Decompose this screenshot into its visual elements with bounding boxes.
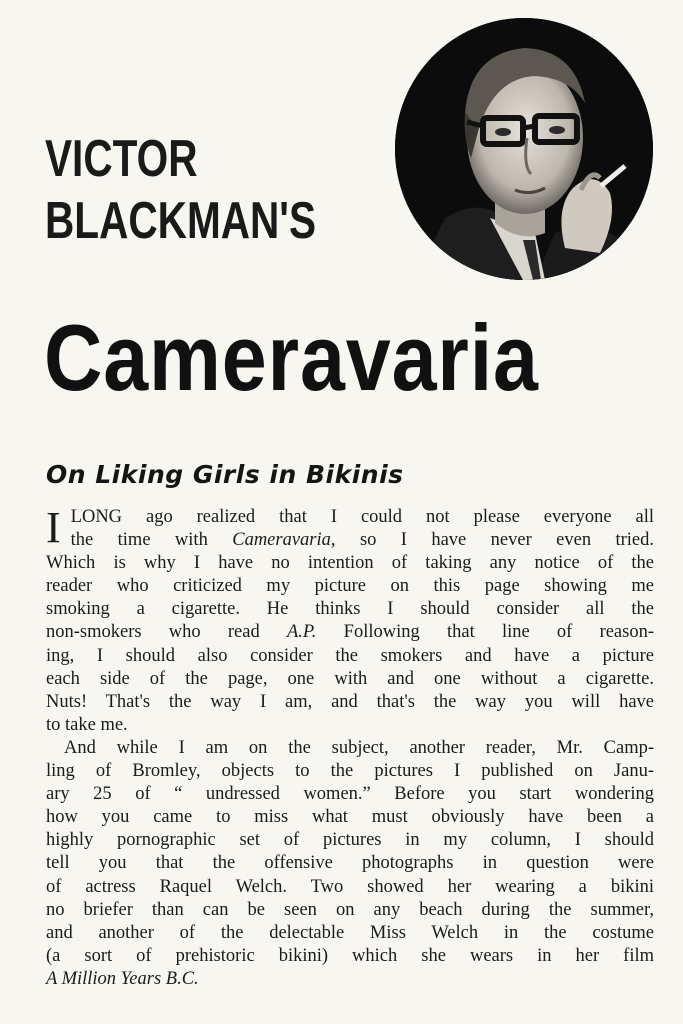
text-line: smoking a cigarette. He thinks I should consider all the — [46, 599, 654, 620]
text-line: LONG ago realized that I could not please everyone all — [70, 507, 654, 527]
publication-name: Cameravaria, — [232, 530, 336, 551]
text-line: ling of Bromley, objects to the pictures I published on Janu- — [46, 761, 654, 782]
column-byline — [45, 128, 316, 252]
text-line: And while I am on the subject, another reader, Mr. Camp- — [64, 737, 654, 758]
text-line: each side of the page, one with and one without a cigarette. — [46, 668, 654, 689]
author-portrait — [395, 18, 653, 280]
text-line: to take me. — [46, 714, 128, 735]
magazine-abbrev: A.P. — [286, 622, 317, 643]
film-title-line: A Million Years B.C. — [46, 968, 199, 989]
text-line: ary 25 of “ undressed women.” Before you start wondering — [46, 784, 654, 805]
text-line: tell you that the offensive photographs in question were — [46, 853, 654, 874]
text-line: of actress Raquel Welch. Two showed her wearing a bikini — [46, 876, 654, 897]
text-line: reader who criticized my picture on this page showing me — [46, 576, 654, 597]
text-line: how you came to miss what must obviously have been a — [46, 807, 654, 828]
text-line: the time with Cameravaria, so I have never even tried. — [70, 530, 654, 551]
text-line: no briefer than can be seen on any beach during the summer, — [46, 899, 654, 920]
paragraph-2 — [46, 737, 654, 991]
byline-last-name: BLACKMAN'S — [45, 192, 317, 250]
byline-first-name: VICTOR — [45, 130, 198, 188]
text-line: highly pornographic set of pictures in my column, I should — [46, 830, 654, 851]
text-line: Nuts! That's the way I am, and that's the way you will have — [46, 691, 654, 712]
column-title: Cameravaria — [44, 305, 539, 410]
text-line: non-smokers who read A.P. Following that line of reason- — [46, 622, 655, 643]
text-line: and another of the delectable Miss Welch in the costume — [46, 922, 654, 943]
text-line: Which is why I have no intention of taking any notice of the — [46, 553, 654, 574]
paragraph-1 — [46, 503, 655, 737]
text-line: (a sort of prehistoric bikini) which she wears in her film — [46, 945, 654, 966]
article-headline: On Liking Girls in Bikinis — [46, 460, 404, 489]
drop-cap: I — [46, 503, 61, 552]
text-line: ing, I should also consider the smokers and have a picture — [46, 645, 654, 666]
article-body — [46, 503, 655, 991]
